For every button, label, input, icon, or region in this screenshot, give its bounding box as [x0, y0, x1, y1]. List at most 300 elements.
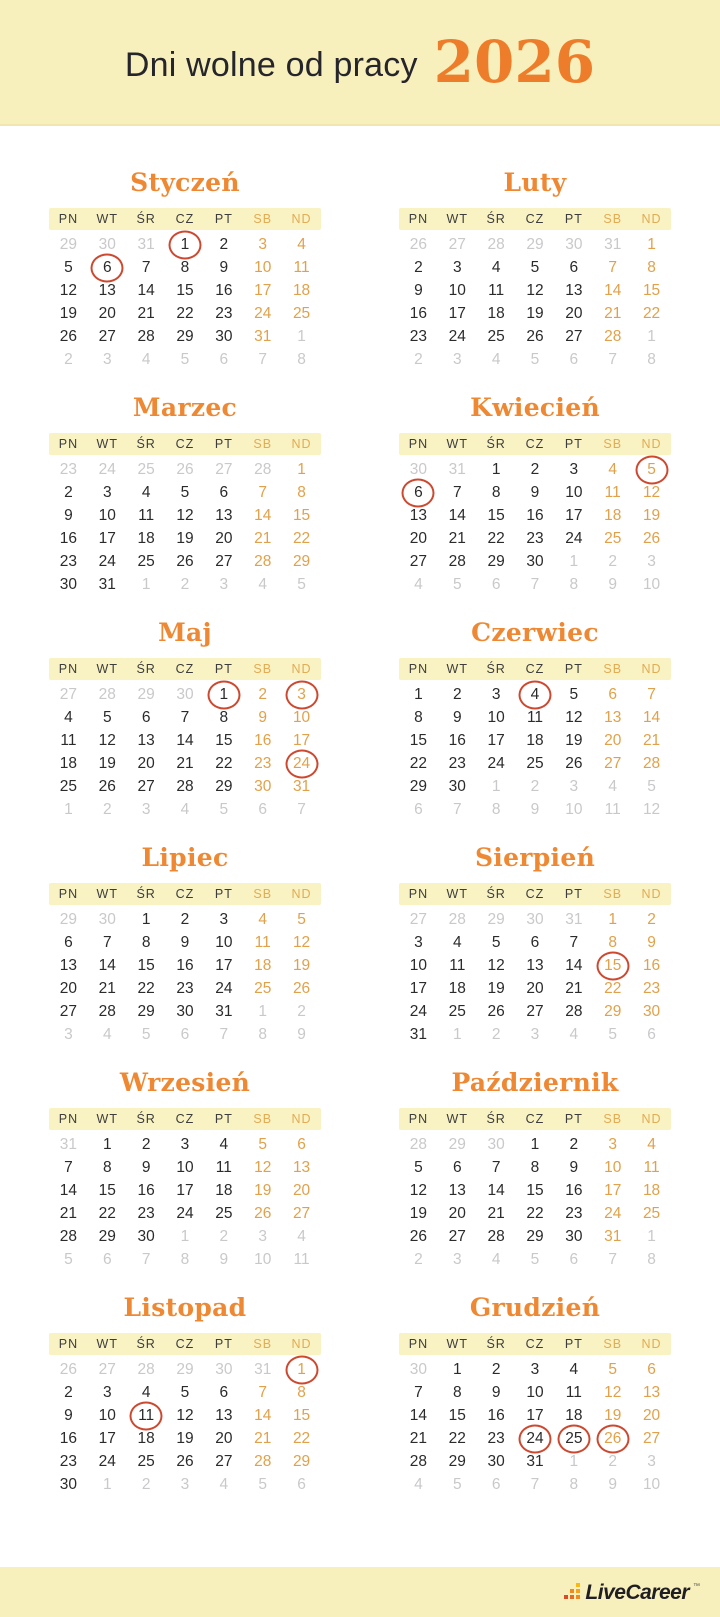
- day-cell: 1: [64, 800, 73, 818]
- day-cell: 1: [569, 1452, 579, 1470]
- weekday-label: ND: [641, 212, 662, 226]
- weekday-label: PN: [408, 887, 429, 901]
- day-cell: 5: [141, 1025, 151, 1043]
- day-cell: 8: [608, 933, 618, 951]
- day-cell: 2: [608, 552, 618, 570]
- day-grid: [49, 908, 321, 1046]
- day-cell: 19: [487, 979, 505, 997]
- day-cell: 8: [180, 1250, 190, 1268]
- day-cell: 29: [448, 1452, 466, 1470]
- day-cell: 20: [409, 529, 428, 547]
- holiday-day: 15: [593, 954, 632, 977]
- day-cell: 7: [141, 1250, 151, 1268]
- day-grid: [49, 1358, 321, 1496]
- day-cell: 26: [176, 460, 194, 478]
- day-cell: 31: [604, 1227, 622, 1245]
- day-cell: 28: [409, 1135, 428, 1153]
- day-cell: 18: [137, 529, 155, 547]
- day-cell: 15: [137, 956, 155, 974]
- weekday-label: PN: [58, 887, 79, 901]
- month-title: Czerwiec: [471, 618, 599, 647]
- day-cell: 21: [448, 529, 466, 547]
- day-cell: 27: [215, 1452, 233, 1470]
- weekday-label: WT: [96, 437, 118, 451]
- day-cell: 19: [176, 1429, 194, 1447]
- day-grid: [49, 458, 321, 596]
- day-cell: 30: [59, 575, 78, 593]
- day-cell: 2: [180, 910, 190, 928]
- day-cell: 27: [215, 460, 233, 478]
- weekday-header-row: [49, 883, 321, 905]
- day-cell: 11: [604, 800, 621, 818]
- day-grid: [399, 458, 671, 596]
- day-cell: 12: [642, 483, 661, 501]
- weekday-label: CZ: [175, 887, 195, 901]
- day-cell: 12: [604, 1383, 622, 1401]
- day-cell: 1: [647, 1227, 656, 1245]
- day-cell: 3: [258, 235, 268, 253]
- day-cell: 6: [491, 1475, 501, 1493]
- weekday-label: ŚR: [136, 212, 156, 226]
- day-cell: 6: [258, 800, 268, 818]
- day-cell: 28: [254, 460, 272, 478]
- day-cell: 29: [176, 1360, 194, 1378]
- day-cell: 5: [452, 575, 462, 593]
- weekday-label: SB: [253, 1337, 273, 1351]
- day-cell: 9: [258, 708, 268, 726]
- day-cell: 13: [409, 506, 428, 524]
- day-cell: 12: [487, 956, 505, 974]
- day-cell: 1: [608, 910, 618, 928]
- day-cell: 31: [137, 235, 155, 253]
- day-cell: 31: [254, 327, 272, 345]
- day-cell: 13: [215, 506, 233, 524]
- day-cell: 3: [180, 1135, 190, 1153]
- day-cell: 3: [452, 350, 462, 368]
- day-cell: 14: [254, 1406, 272, 1424]
- day-cell: 4: [414, 575, 423, 593]
- day-cell: 10: [448, 281, 466, 299]
- day-cell: 5: [530, 350, 540, 368]
- day-cell: 4: [180, 800, 190, 818]
- day-cell: 2: [258, 685, 268, 703]
- day-cell: 4: [491, 1250, 501, 1268]
- day-cell: 4: [219, 1475, 229, 1493]
- day-cell: 2: [64, 1383, 73, 1401]
- day-cell: 25: [526, 754, 544, 772]
- day-cell: 16: [59, 529, 78, 547]
- month-4: [399, 393, 671, 596]
- day-cell: 28: [254, 552, 272, 570]
- day-cell: 7: [608, 1250, 618, 1268]
- weekday-label: WT: [446, 212, 468, 226]
- day-cell: 24: [98, 1452, 116, 1470]
- weekday-label: ND: [641, 662, 662, 676]
- day-cell: 22: [292, 1429, 311, 1447]
- day-cell: 23: [642, 979, 661, 997]
- weekday-label: CZ: [525, 437, 545, 451]
- day-cell: 26: [176, 1452, 194, 1470]
- weekday-label: SB: [603, 662, 623, 676]
- day-cell: 19: [254, 1181, 272, 1199]
- day-cell: 5: [491, 933, 501, 951]
- day-cell: 29: [448, 1135, 466, 1153]
- day-cell: 3: [102, 483, 112, 501]
- day-cell: 8: [647, 1250, 656, 1268]
- weekday-label: PT: [564, 662, 583, 676]
- weekday-label: PN: [58, 662, 79, 676]
- weekday-label: PT: [564, 437, 583, 451]
- day-cell: 29: [215, 777, 233, 795]
- weekday-label: CZ: [525, 1337, 545, 1351]
- day-cell: 31: [254, 1360, 272, 1378]
- weekday-label: ND: [291, 1337, 312, 1351]
- day-cell: 6: [219, 1383, 229, 1401]
- weekday-header-row: [49, 1333, 321, 1355]
- day-cell: 14: [448, 506, 466, 524]
- day-cell: 18: [604, 506, 622, 524]
- day-cell: 17: [526, 1406, 544, 1424]
- day-cell: 10: [642, 1475, 661, 1493]
- day-cell: 28: [98, 685, 116, 703]
- day-cell: 3: [219, 910, 229, 928]
- weekday-label: SB: [253, 437, 273, 451]
- day-cell: 5: [258, 1475, 268, 1493]
- page-title: Dni wolne od pracy: [124, 45, 418, 84]
- day-cell: 7: [258, 483, 268, 501]
- weekday-header-row: [399, 658, 671, 680]
- day-cell: 30: [59, 1475, 78, 1493]
- day-cell: 11: [565, 1383, 582, 1401]
- day-cell: 6: [180, 1025, 190, 1043]
- day-cell: 16: [448, 731, 466, 749]
- weekday-label: SB: [603, 1337, 623, 1351]
- day-cell: 30: [642, 1002, 661, 1020]
- day-cell: 8: [569, 575, 579, 593]
- weekday-label: PT: [214, 662, 233, 676]
- day-cell: 4: [647, 1135, 656, 1153]
- day-cell: 17: [176, 1181, 194, 1199]
- day-cell: 12: [292, 933, 311, 951]
- day-cell: 26: [59, 327, 78, 345]
- day-cell: 3: [608, 1135, 618, 1153]
- day-cell: 31: [604, 235, 622, 253]
- day-cell: 8: [414, 708, 423, 726]
- weekday-header-row: [399, 433, 671, 455]
- weekday-label: SB: [603, 887, 623, 901]
- day-cell: 9: [569, 1158, 579, 1176]
- day-cell: 1: [491, 460, 501, 478]
- day-cell: 28: [176, 777, 194, 795]
- day-grid: [49, 1133, 321, 1271]
- day-cell: 30: [565, 1227, 583, 1245]
- day-cell: 25: [292, 304, 311, 322]
- day-cell: 19: [409, 1204, 428, 1222]
- weekday-label: PT: [214, 887, 233, 901]
- day-cell: 10: [565, 483, 583, 501]
- day-cell: 21: [254, 529, 272, 547]
- day-cell: 21: [565, 979, 583, 997]
- day-cell: 27: [409, 552, 428, 570]
- day-cell: 15: [292, 506, 311, 524]
- weekday-label: WT: [446, 1337, 468, 1351]
- day-cell: 25: [448, 1002, 466, 1020]
- day-cell: 5: [647, 777, 656, 795]
- day-cell: 2: [297, 1002, 306, 1020]
- day-cell: 6: [141, 708, 151, 726]
- day-cell: 31: [215, 1002, 233, 1020]
- holiday-day: 3: [282, 683, 321, 706]
- weekday-label: PT: [214, 1112, 233, 1126]
- day-cell: 3: [102, 350, 112, 368]
- weekday-label: WT: [96, 212, 118, 226]
- day-cell: 19: [526, 304, 544, 322]
- day-cell: 3: [530, 1025, 540, 1043]
- day-cell: 12: [254, 1158, 272, 1176]
- day-grid: [399, 1133, 671, 1271]
- day-cell: 3: [141, 800, 151, 818]
- day-cell: 8: [530, 1158, 540, 1176]
- day-cell: 6: [219, 483, 229, 501]
- day-cell: 1: [530, 1135, 540, 1153]
- day-cell: 7: [258, 350, 268, 368]
- weekday-label: PT: [564, 1112, 583, 1126]
- day-cell: 27: [98, 327, 116, 345]
- day-cell: 29: [59, 235, 78, 253]
- day-cell: 7: [491, 1158, 501, 1176]
- day-cell: 5: [297, 575, 306, 593]
- day-cell: 9: [608, 1475, 618, 1493]
- day-cell: 21: [176, 754, 194, 772]
- day-cell: 9: [64, 1406, 73, 1424]
- day-cell: 14: [137, 281, 155, 299]
- weekday-label: WT: [96, 1112, 118, 1126]
- day-cell: 23: [176, 979, 194, 997]
- day-cell: 29: [409, 777, 428, 795]
- weekday-label: ND: [641, 1112, 662, 1126]
- day-cell: 16: [59, 1429, 78, 1447]
- day-cell: 23: [215, 304, 233, 322]
- day-cell: 27: [59, 1002, 78, 1020]
- day-cell: 23: [409, 327, 428, 345]
- day-cell: 27: [59, 685, 78, 703]
- weekday-label: ŚR: [486, 212, 506, 226]
- day-cell: 14: [642, 708, 661, 726]
- day-cell: 24: [98, 460, 116, 478]
- day-cell: 3: [452, 1250, 462, 1268]
- weekday-label: ŚR: [136, 1112, 156, 1126]
- page-footer: [0, 1567, 720, 1617]
- day-cell: 6: [102, 1250, 112, 1268]
- month-title: Marzec: [132, 393, 238, 422]
- day-cell: 30: [98, 910, 116, 928]
- day-cell: 13: [642, 1383, 661, 1401]
- day-cell: 9: [530, 483, 540, 501]
- weekday-label: PN: [58, 1112, 79, 1126]
- day-cell: 13: [98, 281, 116, 299]
- weekday-label: WT: [446, 662, 468, 676]
- day-cell: 14: [409, 1406, 428, 1424]
- day-cell: 6: [647, 1360, 656, 1378]
- day-cell: 26: [254, 1204, 272, 1222]
- day-cell: 14: [98, 956, 116, 974]
- day-cell: 3: [258, 1227, 268, 1245]
- day-cell: 21: [409, 1429, 428, 1447]
- day-cell: 16: [254, 731, 272, 749]
- day-cell: 2: [608, 1452, 618, 1470]
- day-cell: 7: [64, 1158, 73, 1176]
- holiday-day: 6: [399, 481, 438, 504]
- day-cell: 28: [448, 552, 466, 570]
- weekday-label: SB: [603, 1112, 623, 1126]
- day-cell: 28: [98, 1002, 116, 1020]
- day-cell: 19: [292, 956, 311, 974]
- day-cell: 3: [180, 1475, 190, 1493]
- day-cell: 30: [176, 1002, 194, 1020]
- day-cell: 18: [526, 731, 544, 749]
- day-cell: 21: [137, 304, 155, 322]
- day-cell: 22: [215, 754, 233, 772]
- day-cell: 5: [569, 685, 579, 703]
- day-cell: 27: [448, 1227, 466, 1245]
- day-cell: 2: [491, 1360, 501, 1378]
- day-cell: 17: [292, 731, 311, 749]
- day-cell: 13: [59, 956, 78, 974]
- weekday-label: PN: [58, 212, 79, 226]
- day-cell: 29: [137, 1002, 155, 1020]
- day-cell: 17: [215, 956, 233, 974]
- day-cell: 17: [448, 304, 466, 322]
- day-cell: 14: [565, 956, 583, 974]
- holiday-day: 11: [127, 1404, 166, 1427]
- day-cell: 22: [176, 304, 194, 322]
- day-cell: 26: [487, 1002, 505, 1020]
- day-cell: 8: [141, 933, 151, 951]
- day-cell: 16: [642, 956, 661, 974]
- month-title: Luty: [503, 168, 567, 197]
- day-cell: 6: [452, 1158, 462, 1176]
- day-cell: 6: [647, 1025, 656, 1043]
- day-cell: 6: [219, 350, 229, 368]
- month-title: Lipiec: [141, 843, 229, 872]
- day-cell: 3: [102, 1383, 112, 1401]
- day-cell: 31: [98, 575, 116, 593]
- day-cell: 20: [98, 304, 116, 322]
- day-cell: 30: [176, 685, 194, 703]
- day-cell: 9: [530, 800, 540, 818]
- day-cell: 3: [452, 258, 462, 276]
- day-cell: 22: [487, 529, 505, 547]
- weekday-label: PN: [408, 1337, 429, 1351]
- day-cell: 17: [98, 1429, 116, 1447]
- weekday-header-row: [399, 208, 671, 230]
- day-cell: 9: [297, 1025, 306, 1043]
- day-cell: 1: [102, 1475, 112, 1493]
- weekday-label: WT: [446, 1112, 468, 1126]
- day-grid: [49, 683, 321, 821]
- day-cell: 8: [647, 258, 656, 276]
- holiday-day: 24: [282, 752, 321, 775]
- day-cell: 4: [258, 575, 268, 593]
- day-cell: 8: [647, 350, 656, 368]
- day-cell: 7: [569, 933, 579, 951]
- weekday-label: ND: [641, 437, 662, 451]
- day-cell: 1: [102, 1135, 112, 1153]
- day-cell: 20: [526, 979, 544, 997]
- day-cell: 26: [565, 754, 583, 772]
- weekday-label: PN: [408, 437, 429, 451]
- month-title: Maj: [158, 618, 212, 647]
- day-cell: 6: [297, 1135, 306, 1153]
- day-cell: 28: [448, 910, 466, 928]
- day-cell: 5: [180, 350, 190, 368]
- weekday-label: PT: [564, 887, 583, 901]
- day-cell: 16: [176, 956, 194, 974]
- day-cell: 16: [526, 506, 544, 524]
- day-cell: 20: [137, 754, 155, 772]
- weekday-label: CZ: [175, 662, 195, 676]
- day-cell: 30: [487, 1452, 505, 1470]
- day-cell: 28: [409, 1452, 428, 1470]
- day-cell: 13: [565, 281, 583, 299]
- day-cell: 21: [604, 304, 622, 322]
- day-cell: 15: [526, 1181, 544, 1199]
- day-cell: 1: [452, 1025, 462, 1043]
- day-cell: 1: [297, 460, 306, 478]
- day-cell: 23: [526, 529, 544, 547]
- month-6: [399, 618, 671, 821]
- day-cell: 7: [414, 1383, 423, 1401]
- page-header: [0, 0, 720, 126]
- day-cell: 20: [604, 731, 622, 749]
- day-cell: 16: [215, 281, 233, 299]
- day-cell: 14: [176, 731, 194, 749]
- day-cell: 24: [215, 979, 233, 997]
- day-cell: 14: [59, 1181, 78, 1199]
- weekday-label: CZ: [525, 212, 545, 226]
- day-cell: 6: [569, 258, 579, 276]
- day-cell: 30: [409, 460, 428, 478]
- day-cell: 22: [292, 529, 311, 547]
- day-cell: 19: [642, 506, 661, 524]
- day-cell: 21: [487, 1204, 505, 1222]
- day-cell: 9: [180, 933, 190, 951]
- month-title: Październik: [451, 1068, 619, 1097]
- day-cell: 29: [526, 1227, 544, 1245]
- day-cell: 23: [254, 754, 272, 772]
- day-cell: 30: [487, 1135, 505, 1153]
- day-cell: 18: [565, 1406, 583, 1424]
- weekday-label: CZ: [175, 212, 195, 226]
- weekday-label: ŚR: [486, 1112, 506, 1126]
- month-title: Grudzień: [469, 1293, 601, 1322]
- day-cell: 16: [487, 1406, 505, 1424]
- day-cell: 1: [569, 552, 579, 570]
- day-cell: 28: [254, 1452, 272, 1470]
- month-11: [49, 1293, 321, 1496]
- weekday-label: PT: [214, 1337, 233, 1351]
- day-cell: 17: [604, 1181, 622, 1199]
- day-cell: 8: [258, 1025, 268, 1043]
- day-cell: 24: [487, 754, 505, 772]
- weekday-label: SB: [603, 212, 623, 226]
- day-cell: 23: [137, 1204, 155, 1222]
- month-7: [49, 843, 321, 1046]
- day-cell: 18: [448, 979, 466, 997]
- day-cell: 2: [102, 800, 112, 818]
- holiday-day: 24: [516, 1427, 555, 1450]
- day-cell: 15: [487, 506, 505, 524]
